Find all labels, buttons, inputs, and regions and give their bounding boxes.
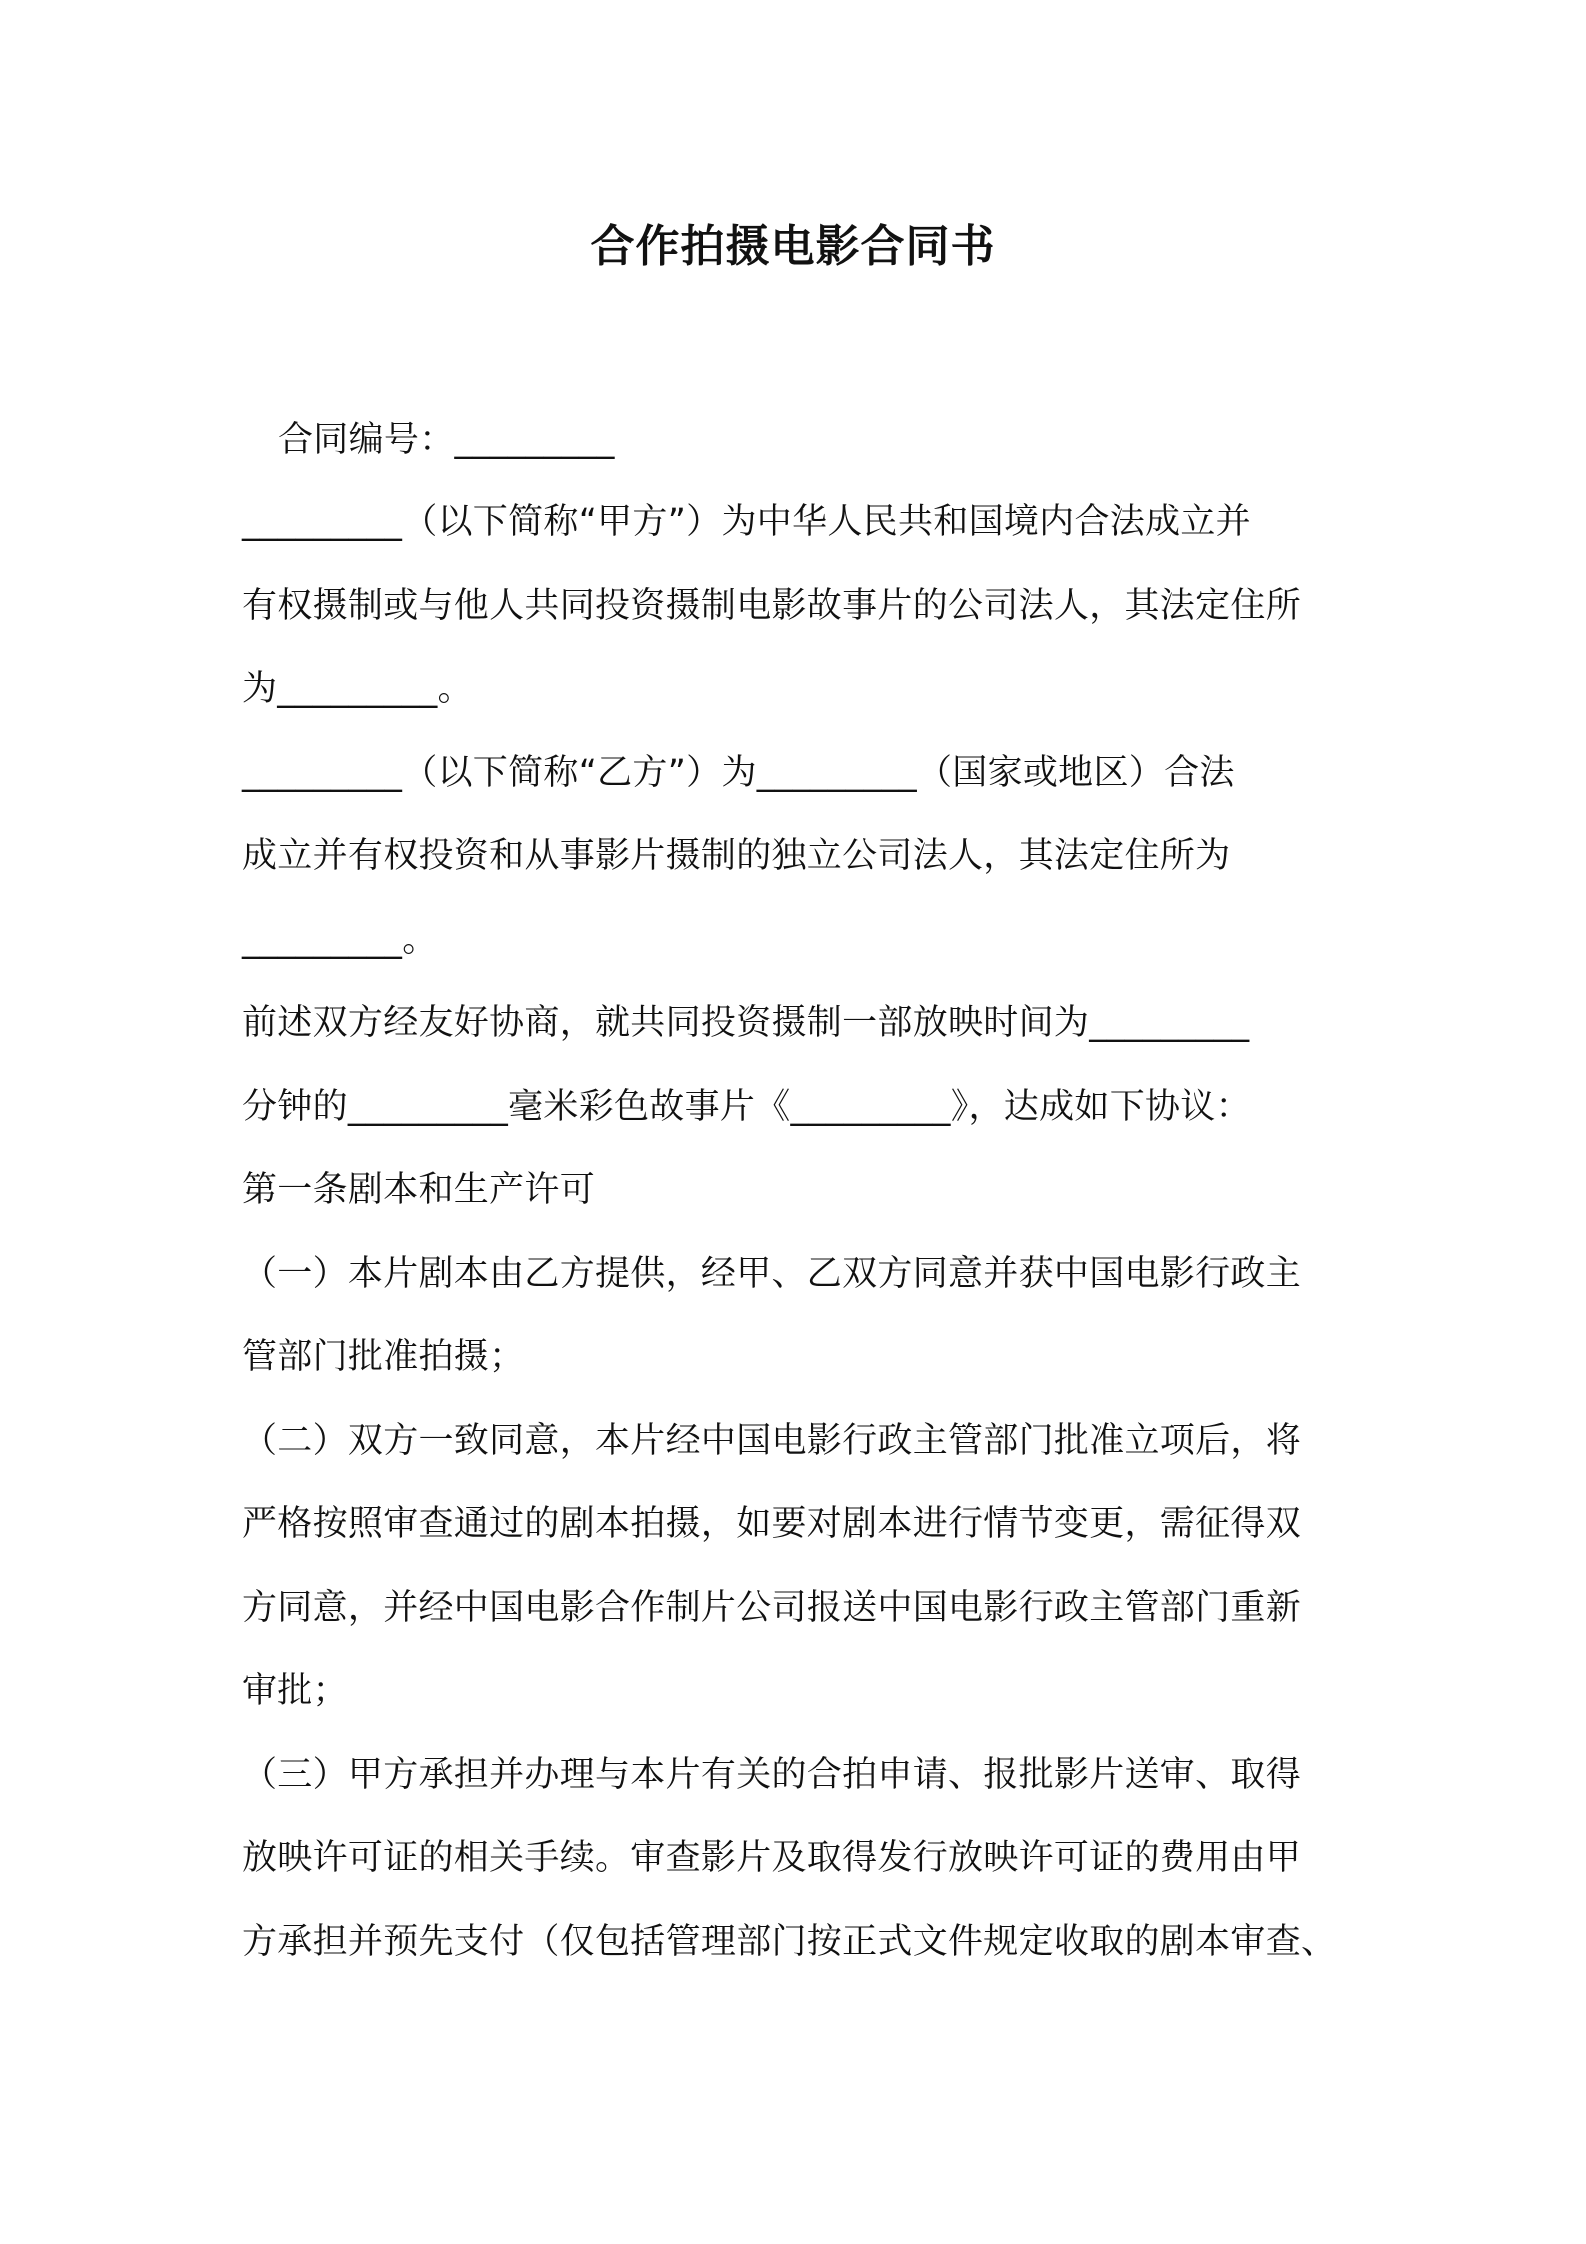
party-a-line-1: _________（以下简称“甲方”）为中华人民共和国境内合法成立并 xyxy=(242,502,1251,542)
clause-2-line-1: （二）双方一致同意，本片经中国电影行政主管部门批准立项后，将 xyxy=(242,1421,1302,1461)
clause-2-line-4: 审批； xyxy=(242,1671,348,1711)
party-b-line-3: _________。 xyxy=(242,920,438,960)
preamble-line-2: 分钟的_________毫米彩色故事片《_________》，达成如下协议： xyxy=(242,1087,1251,1127)
party-b-line-1: _________（以下简称“乙方”）为_________（国家或地区）合法 xyxy=(242,753,1235,793)
party-b-line-2: 成立并有权投资和从事影片摄制的独立公司法人，其法定住所为 xyxy=(242,836,1231,876)
clause-3-line-1: （三）甲方承担并办理与本片有关的合拍申请、报批影片送审、取得 xyxy=(242,1755,1302,1795)
contract-number-line: 合同编号：_________ xyxy=(278,420,615,460)
clause-3-line-2: 放映许可证的相关手续。审查影片及取得发行放映许可证的费用由甲 xyxy=(242,1838,1302,1878)
preamble-line-1: 前述双方经友好协商，就共同投资摄制一部放映时间为_________ xyxy=(242,1003,1250,1043)
clause-2-line-2: 严格按照审查通过的剧本拍摄，如要对剧本进行情节变更，需征得双 xyxy=(242,1504,1302,1544)
document-title: 合作拍摄电影合同书 xyxy=(590,221,996,272)
clause-1-line-1: （一）本片剧本由乙方提供，经甲、乙双方同意并获中国电影行政主 xyxy=(242,1254,1302,1294)
party-a-line-3: 为_________。 xyxy=(242,669,473,709)
clause-2-line-3: 方同意，并经中国电影合作制片公司报送中国电影行政主管部门重新 xyxy=(242,1588,1302,1628)
clause-3-line-3: 方承担并预先支付（仅包括管理部门按正式文件规定收取的剧本审查、 xyxy=(242,1922,1337,1962)
article-heading: 第一条剧本和生产许可 xyxy=(242,1170,596,1210)
party-a-line-2: 有权摄制或与他人共同投资摄制电影故事片的公司法人，其法定住所 xyxy=(242,586,1302,626)
clause-1-line-2: 管部门批准拍摄； xyxy=(242,1337,525,1377)
